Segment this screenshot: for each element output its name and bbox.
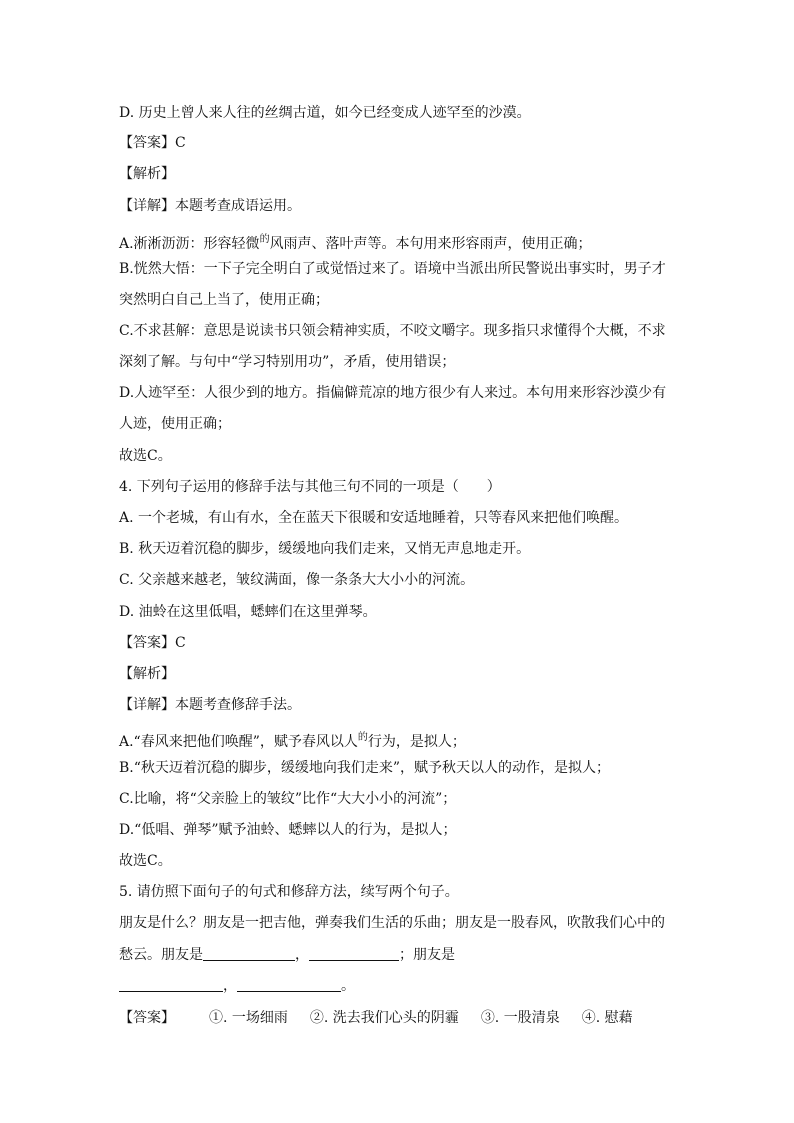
superscript-de: 的 [259,234,270,245]
q4-explanation-a-part2: 行为，是拟人； [367,734,466,750]
comma: ， [223,978,237,994]
answer-label: 【答案】C [119,635,186,651]
q4-explanation-a-part1: A.“春风来把他们唤醒”，赋予春风以人 [119,734,358,750]
analysis-heading: 【解析】 [119,166,175,182]
explanation-a [119,230,592,254]
explanation-d-line1: D.人迹罕至：人很少到的地方。指偏僻荒凉的地方很少有人来过。本句用来形容沙漠少有 [119,385,667,401]
answer-item-3: ③. 一股清泉 [480,1010,560,1026]
explanation-c-line1: C.不求甚解：意思是说读书只领会精神实质，不咬文嚼字。现多指只求懂得个大概，不求 [119,323,666,339]
fill-blank [309,946,399,961]
explanation-b-line2: 突然明白自己上当了，使用正确； [119,292,329,308]
fill-blank [203,946,295,961]
option-d-question3: D. 历史上曾人来人往的丝绸古道，如今已经变成人迹罕至的沙漠。 [119,105,531,121]
question-4: 4. 下列句子运用的修辞手法与其他三句不同的一项是（ ） [119,479,501,495]
q5-prompt-text: 愁云。朋友是 [119,947,203,963]
answer-item-4: ④. 慰藉 [581,1010,633,1026]
q4-explanation-b: B.“秋天迈着沉稳的脚步，缓缓地向我们走来”，赋予秋天以人的动作，是拟人； [119,760,611,776]
superscript-de: 的 [357,732,368,743]
q5-prompt-line1: 朋友是什么？朋友是一把吉他，弹奏我们生活的乐曲；朋友是一股春风，吹散我们心中的 [119,915,665,931]
conclusion: 故选C。 [119,853,172,869]
q5-prompt-line2 [119,945,455,965]
q4-explanation-c: C.比喻，将“父亲脸上的皱纹”比作“大大小小的河流”； [119,791,457,807]
answer-label: 【答案】C [119,135,186,151]
q5-prompt-line3 [119,976,355,996]
q4-option-c: C. 父亲越来越老，皱纹满面，像一条条大大小小的河流。 [119,572,475,588]
explanation-b-line1: B.恍然大悟：一下子完全明白了或觉悟过来了。语境中当派出所民警说出事实时，男子才 [119,261,666,277]
comma: ， [295,947,309,963]
q5-prompt-text: ；朋友是 [399,947,455,963]
explanation-a-part2: 风雨声、落叶声等。本句用来形容雨声，使用正确； [269,236,592,252]
explanation-a-part1: A.淅淅沥沥：形容轻微 [119,236,260,252]
analysis-heading: 【解析】 [119,666,175,682]
q4-option-b: B. 秋天迈着沉稳的脚步，缓缓地向我们走来，又悄无声息地走开。 [119,541,531,557]
explanation-c-line2: 深刻了解。与句中“学习特别用功”，矛盾，使用错误； [119,354,456,370]
fill-blank [119,977,223,992]
q4-option-d: D. 油蛉在这里低唱，蟋蟀们在这里弹琴。 [119,604,377,620]
answer-item-1: ①. 一场细雨 [209,1010,288,1026]
fill-blank [237,977,341,992]
q4-explanation-a [119,728,466,752]
explanation-d-line2: 人迹，使用正确； [119,416,231,432]
period: 。 [341,978,355,994]
detail-intro: 【详解】本题考查成语运用。 [119,198,301,214]
q5-answer [119,1008,633,1028]
conclusion: 故选C。 [119,448,172,464]
answer-item-2: ②. 洗去我们心头的阴霾 [309,1010,459,1026]
answer-label: 【答案】 [119,1010,175,1026]
q4-option-a: A. 一个老城，有山有水，全在蓝天下很暖和安适地睡着，只等春风来把他们唤醒。 [119,510,629,526]
detail-intro: 【详解】本题考查修辞手法。 [119,697,301,713]
question-5: 5. 请仿照下面句子的句式和修辞方法，续写两个句子。 [119,884,459,900]
q4-explanation-d: D.“低唱、弹琴”赋予油蛉、蟋蟀以人的行为，是拟人； [119,822,457,838]
